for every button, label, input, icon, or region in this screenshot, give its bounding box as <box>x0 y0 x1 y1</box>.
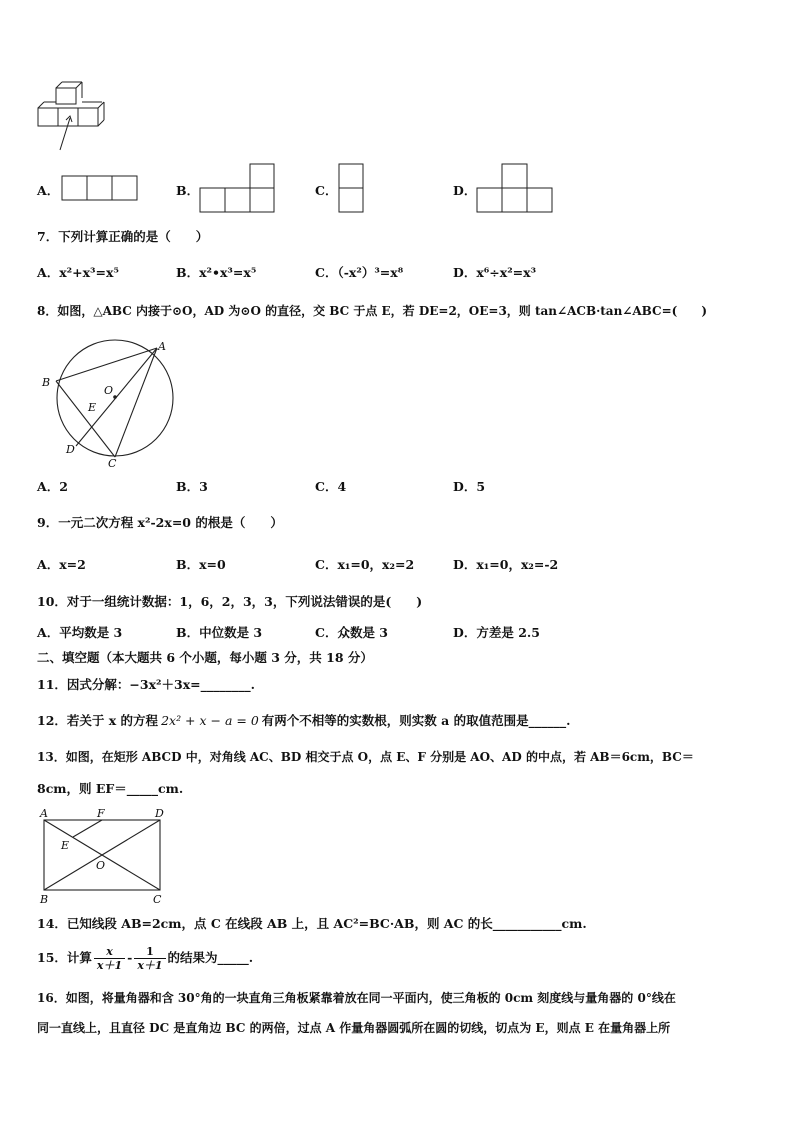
q8-label-b: B <box>42 376 51 389</box>
q6-solid-figure <box>36 78 116 158</box>
q11-stem: 11．因式分解：−3x²＋3x=________. <box>37 677 255 692</box>
q10-option-b[interactable]: B．中位数是 3 <box>176 625 263 640</box>
q12-equation: 2x² + x − a = 0 <box>161 713 259 728</box>
q8-option-d[interactable]: D．5 <box>453 479 486 494</box>
q10-option-a[interactable]: A．平均数是 3 <box>37 625 123 640</box>
q9-option-a[interactable]: A．x=2 <box>37 557 86 572</box>
q8-option-a[interactable]: A．2 <box>37 479 68 494</box>
q15-suffix: 的结果为_____. <box>167 950 254 965</box>
q6-option-d[interactable]: D． <box>453 183 477 198</box>
q12-prefix: 12．若关于 x 的方程 <box>37 713 159 728</box>
q8-stem: 8．如图，△ABC 内接于⊙O，AD 为⊙O 的直径，交 BC 于点 E，若 DE=2，OE=3，则 tan∠ACB·tan∠ABC=( ) <box>37 304 707 318</box>
q8-label-o: O <box>104 384 114 397</box>
q7-option-b[interactable]: B．x²•x³=x⁵ <box>176 265 257 280</box>
q7-option-a[interactable]: A．x²+x³=x⁵ <box>37 265 119 280</box>
q8-circle-figure <box>36 336 186 471</box>
q6-option-a[interactable]: A． <box>37 183 60 198</box>
q8-label-c: C <box>108 457 117 470</box>
q12-line <box>37 713 570 729</box>
q15-fraction-2: $\frac{1}{x+1}$ <box>134 945 165 972</box>
q7-option-d[interactable]: D．x⁶÷x²=x³ <box>453 265 537 280</box>
q16-line-1: 16．如图，将量角器和含 30°角的一块直角三角板紧靠着放在同一平面内，使三角板的 0cm 刻度线与量角器的 0°线在 <box>37 991 676 1005</box>
q13-label-b: B <box>40 893 49 906</box>
q8-label-d: D <box>66 443 75 456</box>
q10-stem: 10．对于一组统计数据：1，6，2，3，3，下列说法错误的是( ) <box>37 594 423 609</box>
q13-line-1: 13．如图，在矩形 ABCD 中，对角线 AC、BD 相交于点 O，点 E、F 分别是 AO、AD 的中点，若 AB＝6cm，BC＝ <box>37 750 694 764</box>
q6-option-b[interactable]: B． <box>176 183 200 198</box>
q9-option-d[interactable]: D．x₁=0，x₂=-2 <box>453 557 559 572</box>
q13-label-e: E <box>61 839 70 852</box>
q7-option-c[interactable]: C．（-x²）³=x⁸ <box>315 265 404 280</box>
q10-option-c[interactable]: C．众数是 3 <box>315 625 388 640</box>
q13-label-a: A <box>40 807 48 820</box>
q12-suffix: 有两个不相等的实数根，则实数 a 的取值范围是______. <box>261 713 571 728</box>
q14-stem: 14．已知线段 AB=2cm，点 C 在线段 AB 上，且 AC²=BC·AB，则 AC 的长___________cm. <box>37 916 587 931</box>
q8-option-c[interactable]: C．4 <box>315 479 347 494</box>
q8-label-e: E <box>88 401 97 414</box>
q8-option-b[interactable]: B．3 <box>176 479 208 494</box>
q6-option-b-figure <box>200 164 276 214</box>
q13-label-f: F <box>97 807 105 820</box>
q8-label-a: A <box>158 340 166 353</box>
q13-rectangle-figure <box>36 806 176 906</box>
q15-prefix: 15．计算 <box>37 950 92 965</box>
q9-option-b[interactable]: B．x=0 <box>176 557 226 572</box>
section-2-title: 二、填空题（本大题共 6 个小题，每小题 3 分，共 18 分） <box>37 650 373 665</box>
q16-line-2: 同一直线上，且直径 DC 是直角边 BC 的两倍，过点 A 作量角器圆弧所在圆的切线，切点为 E，则点 E 在量角器上所 <box>37 1021 671 1035</box>
q15-line <box>37 942 253 974</box>
q13-line-2: 8cm，则 EF＝_____cm. <box>37 781 184 796</box>
q9-stem: 9．一元二次方程 x²-2x=0 的根是（ ） <box>37 515 283 530</box>
q6-option-a-figure <box>62 176 138 202</box>
q7-stem: 7．下列计算正确的是（ ） <box>37 229 209 244</box>
q13-label-o: O <box>96 859 106 872</box>
q15-minus: - <box>127 950 133 965</box>
q15-fraction-1: $\frac{x}{x+1}$ <box>94 945 125 972</box>
q13-label-d: D <box>155 807 164 820</box>
q13-label-c: C <box>153 893 162 906</box>
q6-option-c[interactable]: C． <box>315 183 338 198</box>
q6-option-d-figure <box>477 164 553 214</box>
q10-option-d[interactable]: D．方差是 2.5 <box>453 625 540 640</box>
q9-option-c[interactable]: C．x₁=0，x₂=2 <box>315 557 415 572</box>
q6-option-c-figure <box>339 164 365 214</box>
